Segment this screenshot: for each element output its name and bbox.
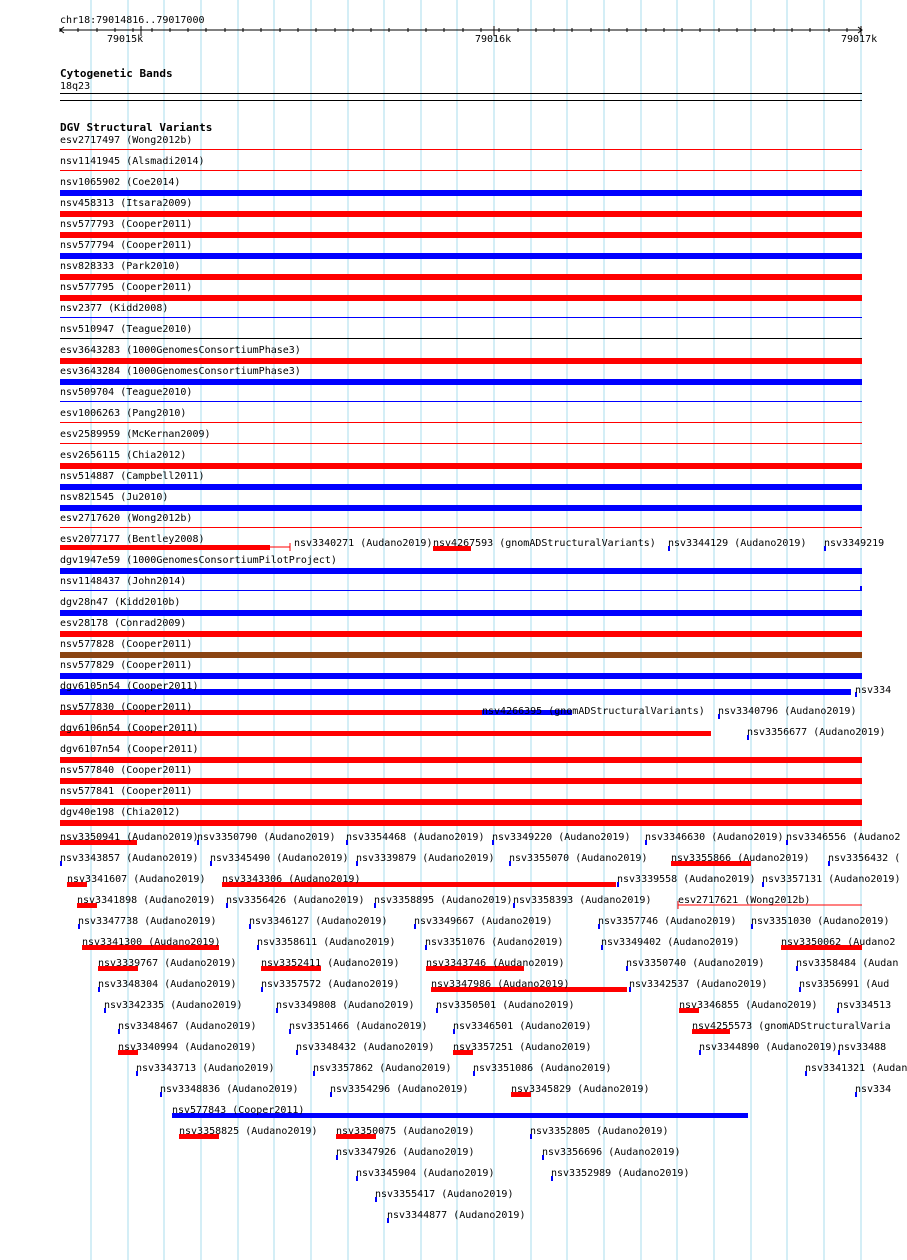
variant-label[interactable]: nsv3348432 (Audano2019) — [296, 1042, 435, 1053]
variant-label[interactable]: esv2717620 (Wong2012b) — [60, 513, 193, 524]
variant-label[interactable]: dgv1947e59 (1000GenomesConsortiumPilotProject) — [60, 555, 337, 566]
variant-label[interactable]: nsv3357251 (Audano2019) — [453, 1042, 592, 1053]
variant-label[interactable]: nsv334 — [855, 1084, 892, 1095]
variant-label[interactable]: nsv3350941 (Audano2019) — [60, 832, 199, 843]
variant-bar — [60, 778, 862, 784]
variant-label[interactable]: nsv4266395 (gnomADStructuralVariants) — [482, 706, 705, 717]
variant-bar — [60, 799, 862, 805]
variant-label[interactable]: nsv577840 (Cooper2011) — [60, 765, 193, 776]
ruler-tick-label: 79015k — [107, 34, 144, 45]
variant-label[interactable]: nsv3356432 ( — [828, 853, 901, 864]
variant-label[interactable]: nsv3350790 (Audano2019) — [197, 832, 336, 843]
variant-bar — [60, 463, 862, 469]
variant-label[interactable]: nsv458313 (Itsara2009) — [60, 198, 193, 209]
variant-label[interactable]: nsv2377 (Kidd2008) — [60, 303, 169, 314]
variant-label[interactable]: nsv3343746 (Audano2019) — [426, 958, 565, 969]
variant-label[interactable]: nsv4255573 (gnomADStructuralVaria — [692, 1021, 891, 1032]
variant-bar — [60, 505, 862, 511]
variant-label[interactable]: nsv3357746 (Audano2019) — [598, 916, 737, 927]
variant-label[interactable]: dgv6105n54 (Cooper2011) — [60, 681, 199, 692]
variant-label[interactable]: nsv3346501 (Audano2019) — [453, 1021, 592, 1032]
variant-label[interactable]: nsv3350501 (Audano2019) — [436, 1000, 575, 1011]
variant-label[interactable]: nsv577843 (Cooper2011) — [172, 1105, 305, 1116]
variant-label[interactable]: nsv3344129 (Audano2019) — [668, 538, 807, 549]
variant-bar — [60, 317, 862, 318]
variant-label[interactable]: nsv3349402 (Audano2019) — [601, 937, 740, 948]
variant-label[interactable]: nsv3343857 (Audano2019) — [60, 853, 199, 864]
variant-label[interactable]: nsv3347986 (Audano2019) — [431, 979, 570, 990]
variant-label[interactable]: nsv1065902 (Coe2014) — [60, 177, 181, 188]
variant-label[interactable]: nsv3348836 (Audano2019) — [160, 1084, 299, 1095]
variant-bar — [60, 358, 862, 364]
variant-label[interactable]: nsv3358895 (Audano2019) — [374, 895, 513, 906]
variant-label[interactable]: nsv3356677 (Audano2019) — [747, 727, 886, 738]
variant-label[interactable]: nsv3350075 (Audano2019) — [336, 1126, 475, 1137]
variant-bar — [60, 379, 862, 385]
variant-label[interactable]: nsv4267593 (gnomADStructuralVariants) — [433, 538, 656, 549]
variant-bar — [60, 673, 862, 679]
variant-label[interactable]: esv2589959 (McKernan2009) — [60, 429, 211, 440]
variant-label[interactable]: nsv3344890 (Audano2019) — [699, 1042, 838, 1053]
variant-label[interactable]: dgv40e198 (Chia2012) — [60, 807, 181, 818]
variant-bar — [60, 527, 862, 528]
variant-label[interactable]: nsv3354296 (Audano2019) — [330, 1084, 469, 1095]
variant-label[interactable]: nsv3352989 (Audano2019) — [551, 1168, 690, 1179]
variant-label[interactable]: nsv3346630 (Audano2019) — [645, 832, 784, 843]
variant-label[interactable]: nsv821545 (Ju2010) — [60, 492, 169, 503]
cytoband-track-header: Cytogenetic Bands — [60, 67, 173, 80]
variant-bar — [60, 610, 862, 616]
variant-label[interactable]: nsv3350062 (Audano2 — [781, 937, 896, 948]
variant-label[interactable]: nsv3340994 (Audano2019) — [118, 1042, 257, 1053]
variant-label[interactable]: nsv3348304 (Audano2019) — [98, 979, 237, 990]
variant-label[interactable]: nsv577830 (Cooper2011) — [60, 702, 193, 713]
variant-label[interactable]: nsv3349667 (Audano2019) — [414, 916, 553, 927]
cytoband-label: 18q23 — [60, 81, 91, 92]
variant-label[interactable]: esv3643283 (1000GenomesConsortiumPhase3) — [60, 345, 301, 356]
variant-label[interactable]: nsv577829 (Cooper2011) — [60, 660, 193, 671]
variant-tick — [860, 586, 862, 591]
variant-label[interactable]: nsv3343713 (Audano2019) — [136, 1063, 275, 1074]
variant-label[interactable]: nsv3340271 (Audano2019) — [294, 538, 433, 549]
variant-label[interactable]: esv28178 (Conrad2009) — [60, 618, 187, 629]
variant-label[interactable]: nsv509704 (Teague2010) — [60, 387, 193, 398]
variant-label[interactable]: esv2717621 (Wong2012b) — [678, 895, 811, 906]
variant-bar — [60, 590, 862, 591]
variant-label[interactable]: nsv3346127 (Audano2019) — [249, 916, 388, 927]
variant-label[interactable]: nsv3349219 — [824, 538, 885, 549]
variant-bar — [60, 211, 862, 217]
variant-label[interactable]: nsv3341300 (Audano2019) — [82, 937, 221, 948]
variant-label[interactable]: nsv3358611 (Audano2019) — [257, 937, 396, 948]
variant-label[interactable]: nsv3346855 (Audano2019) — [679, 1000, 818, 1011]
cytoband-bar — [60, 93, 862, 94]
variant-label[interactable]: dgv6106n54 (Cooper2011) — [60, 723, 199, 734]
ruler-tick-label: 79017k — [841, 34, 878, 45]
variant-bar — [60, 338, 862, 339]
variant-label[interactable]: nsv3351466 (Audano2019) — [289, 1021, 428, 1032]
variant-bar — [60, 443, 862, 444]
variant-label[interactable]: nsv3345904 (Audano2019) — [356, 1168, 495, 1179]
variant-label[interactable]: nsv3345829 (Audano2019) — [511, 1084, 650, 1095]
variant-label[interactable]: nsv3342537 (Audano2019) — [629, 979, 768, 990]
variant-label[interactable]: nsv3357572 (Audano2019) — [261, 979, 400, 990]
variant-bar — [60, 149, 862, 150]
variant-label[interactable]: nsv3341898 (Audano2019) — [77, 895, 216, 906]
variant-bar — [60, 484, 862, 490]
variant-label[interactable]: nsv510947 (Teague2010) — [60, 324, 193, 335]
variant-label[interactable]: nsv334 — [855, 685, 892, 696]
variant-label[interactable]: nsv577794 (Cooper2011) — [60, 240, 193, 251]
variant-bar — [60, 401, 862, 402]
variant-label[interactable]: esv1006263 (Pang2010) — [60, 408, 187, 419]
variant-label[interactable]: nsv334513 — [837, 1000, 892, 1011]
variant-label[interactable]: nsv3343306 (Audano2019) — [222, 874, 361, 885]
variant-label[interactable]: nsv3347926 (Audano2019) — [336, 1147, 475, 1158]
variant-label[interactable]: nsv577795 (Cooper2011) — [60, 282, 193, 293]
variant-label[interactable]: nsv3351076 (Audano2019) — [425, 937, 564, 948]
variant-label[interactable]: nsv3339558 (Audano2019) — [617, 874, 756, 885]
variant-label[interactable]: nsv3356426 (Audano2019) — [226, 895, 365, 906]
variant-label[interactable]: nsv3352411 (Audano2019) — [261, 958, 400, 969]
variant-bar — [60, 631, 862, 637]
variant-label[interactable]: nsv3356696 (Audano2019) — [542, 1147, 681, 1158]
variant-bar — [60, 422, 862, 423]
variant-label[interactable]: nsv828333 (Park2010) — [60, 261, 181, 272]
variant-bar — [60, 232, 862, 238]
variant-label[interactable]: nsv3349808 (Audano2019) — [276, 1000, 415, 1011]
variant-label[interactable]: nsv3342335 (Audano2019) — [104, 1000, 243, 1011]
variant-label[interactable]: nsv1141945 (Alsmadi2014) — [60, 156, 205, 167]
variant-bar — [60, 652, 862, 658]
variant-label[interactable]: esv2656115 (Chia2012) — [60, 450, 187, 461]
variant-label[interactable]: nsv3348467 (Audano2019) — [118, 1021, 257, 1032]
ruler-tick-label: 79016k — [475, 34, 512, 45]
variant-label[interactable]: nsv3341607 (Audano2019) — [67, 874, 206, 885]
variant-label[interactable]: nsv3340796 (Audano2019) — [718, 706, 857, 717]
variant-label[interactable]: nsv3352805 (Audano2019) — [530, 1126, 669, 1137]
variant-label[interactable]: nsv3339879 (Audano2019) — [356, 853, 495, 864]
variant-label[interactable]: nsv3356991 (Aud — [799, 979, 890, 990]
variant-label[interactable]: nsv3357862 (Audano2019) — [313, 1063, 452, 1074]
dgv-track-header: DGV Structural Variants — [60, 121, 213, 134]
variant-label[interactable]: nsv3358393 (Audano2019) — [513, 895, 652, 906]
variant-label[interactable]: nsv1148437 (John2014) — [60, 576, 187, 587]
variant-label[interactable]: nsv3339767 (Audano2019) — [98, 958, 237, 969]
variant-label[interactable]: nsv3358484 (Audan — [796, 958, 899, 969]
variant-label[interactable]: nsv3349220 (Audano2019) — [492, 832, 631, 843]
variant-label[interactable]: esv3643284 (1000GenomesConsortiumPhase3) — [60, 366, 301, 377]
variant-label[interactable]: nsv3345490 (Audano2019) — [210, 853, 349, 864]
variant-label[interactable]: nsv3341321 (Audan — [805, 1063, 907, 1074]
variant-label[interactable]: nsv3355417 (Audano2019) — [375, 1189, 514, 1200]
variant-bar — [60, 295, 862, 301]
ruler-title: chr18:79014816..79017000 — [60, 15, 205, 26]
variant-label[interactable]: dgv6107n54 (Cooper2011) — [60, 744, 199, 755]
variant-label[interactable]: nsv3346556 (Audano2 — [786, 832, 901, 843]
variant-label[interactable]: nsv3347738 (Audano2019) — [78, 916, 217, 927]
variant-label[interactable]: nsv33488 — [838, 1042, 887, 1053]
variant-bar — [60, 568, 862, 574]
variant-bar — [60, 820, 862, 826]
variant-label[interactable]: nsv3351086 (Audano2019) — [473, 1063, 612, 1074]
variant-label[interactable]: esv2717497 (Wong2012b) — [60, 135, 193, 146]
variant-label[interactable]: nsv514887 (Campbell2011) — [60, 471, 205, 482]
variant-bar — [60, 253, 862, 259]
variant-label[interactable]: nsv3344877 (Audano2019) — [387, 1210, 526, 1221]
variant-label[interactable]: nsv3355070 (Audano2019) — [509, 853, 648, 864]
variant-label[interactable]: nsv577841 (Cooper2011) — [60, 786, 193, 797]
variant-label[interactable]: nsv3357131 (Audano2019) — [762, 874, 901, 885]
variant-label[interactable]: nsv577793 (Cooper2011) — [60, 219, 193, 230]
variant-label[interactable]: nsv3354468 (Audano2019) — [346, 832, 485, 843]
variant-label[interactable]: nsv3351030 (Audano2019) — [751, 916, 890, 927]
variant-bar — [60, 274, 862, 280]
cytoband-bar — [60, 100, 862, 101]
variant-label[interactable]: nsv577828 (Cooper2011) — [60, 639, 193, 650]
variant-label[interactable]: nsv3358825 (Audano2019) — [179, 1126, 318, 1137]
variant-label[interactable]: dgv28n47 (Kidd2010b) — [60, 597, 181, 608]
variant-bar — [60, 757, 862, 763]
variant-label[interactable]: esv2077177 (Bentley2008) — [60, 534, 205, 545]
variant-bar — [60, 170, 862, 171]
variant-bar — [60, 190, 862, 196]
variant-label[interactable]: nsv3350740 (Audano2019) — [626, 958, 765, 969]
variant-label[interactable]: nsv3355866 (Audano2019) — [671, 853, 810, 864]
